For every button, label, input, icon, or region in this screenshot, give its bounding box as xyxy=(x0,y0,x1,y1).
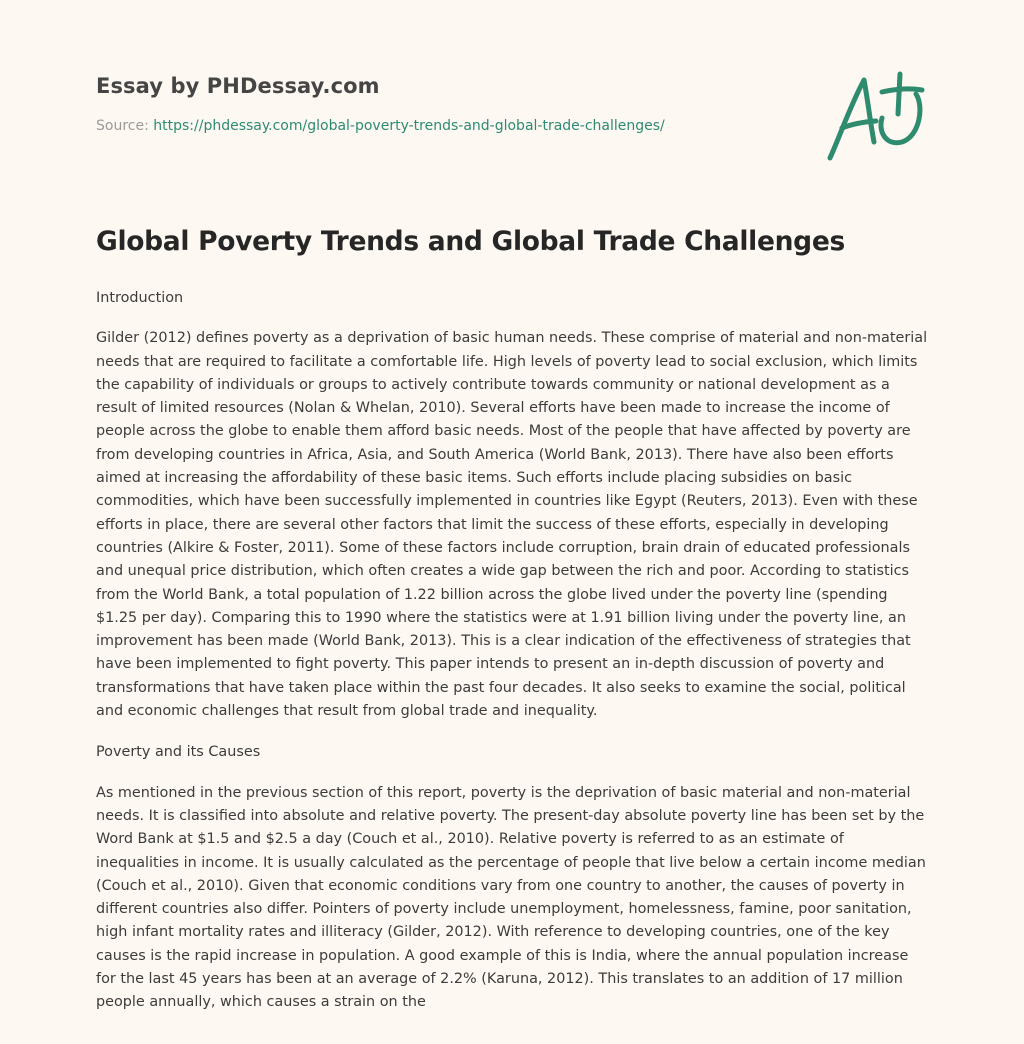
source-link[interactable]: https://phdessay.com/global-poverty-trends-and-global-trade-challenges/ xyxy=(153,118,665,134)
essay-body xyxy=(96,287,928,1033)
paragraph-poverty-causes: As mentioned in the previous section of this report, poverty is the deprivation of basic material and non-material needs. It is classified into absolute and relative poverty. The present-day absolute poverty line has been set by the Word Bank at $1.5 and $2.5 a day (Couch et al., 2010). Relative poverty is referred to as an estimate of inequalities in income. It is usually calculated as the percentage of people that live below a certain income median (Couch et al., 2010). Given that economic conditions vary from one country to another, the causes of poverty in different countries also differ. Pointers of poverty include unemployment, homelessness, famine, poor sanitation, high infant mortality rates and illiteracy (Gilder, 2012). With reference to developing countries, one of the key causes is the rapid increase in population. A good example of this is India, where the annual population increase for the last 45 years has been at an average of 2.2% (Karuna, 2012). This translates to an addition of 17 million people annually, which causes a strain on the xyxy=(96,784,926,1011)
paragraph-introduction: Gilder (2012) defines poverty as a deprivation of basic human needs. These comprise of material and non-material needs that are required to facilitate a comfortable life. High levels of poverty lead to social exclusion, which limits the capability of individuals or groups to actively contribute towards community or national development as a result of limited resources (Nolan & Whelan, 2010). Several efforts have been made to increase the income of people across the globe to enable them afford basic needs. Most of the people that have affected by poverty are from developing countries in Africa, Asia, and South America (World Bank, 2013). There have also been efforts aimed at increasing the affordability of these basic items. Such efforts include placing subsidies on basic commodities, which have been successfully implemented in countries like Egypt (Reuters, 2013). Even with these efforts in place, there are several other factors that limit the success of these efforts, especially in developing countries (Alkire & Foster, 2011). Some of these factors include corruption, brain drain of educated professionals and unequal price distribution, which often creates a wide gap between the rich and poor. According to statistics from the World Bank, a total population of 1.22 billion across the globe lived under the poverty line (spending $1.25 per day). Comparing this to 1990 where the statistics were at 1.91 billion living under the poverty line, an improvement has been made (World Bank, 2013). This is a clear indication of the effectiveness of strategies that have been implemented to fight poverty. This paper intends to present an in-depth discussion of poverty and transformations that have taken place within the past four decades. It also seeks to examine the social, political and economic challenges that result from global trade and inequality. xyxy=(96,330,928,720)
essay-header xyxy=(96,74,796,134)
a-plus-logo-icon xyxy=(820,66,930,166)
essay-title: Global Poverty Trends and Global Trade Challenges xyxy=(96,226,846,257)
site-brand: Essay by PHDessay.com xyxy=(96,74,380,98)
section-heading-poverty-causes: Poverty and its Causes xyxy=(96,744,261,761)
source-line xyxy=(96,118,796,134)
section-heading-introduction: Introduction xyxy=(96,290,184,306)
source-label: Source: xyxy=(96,118,149,134)
